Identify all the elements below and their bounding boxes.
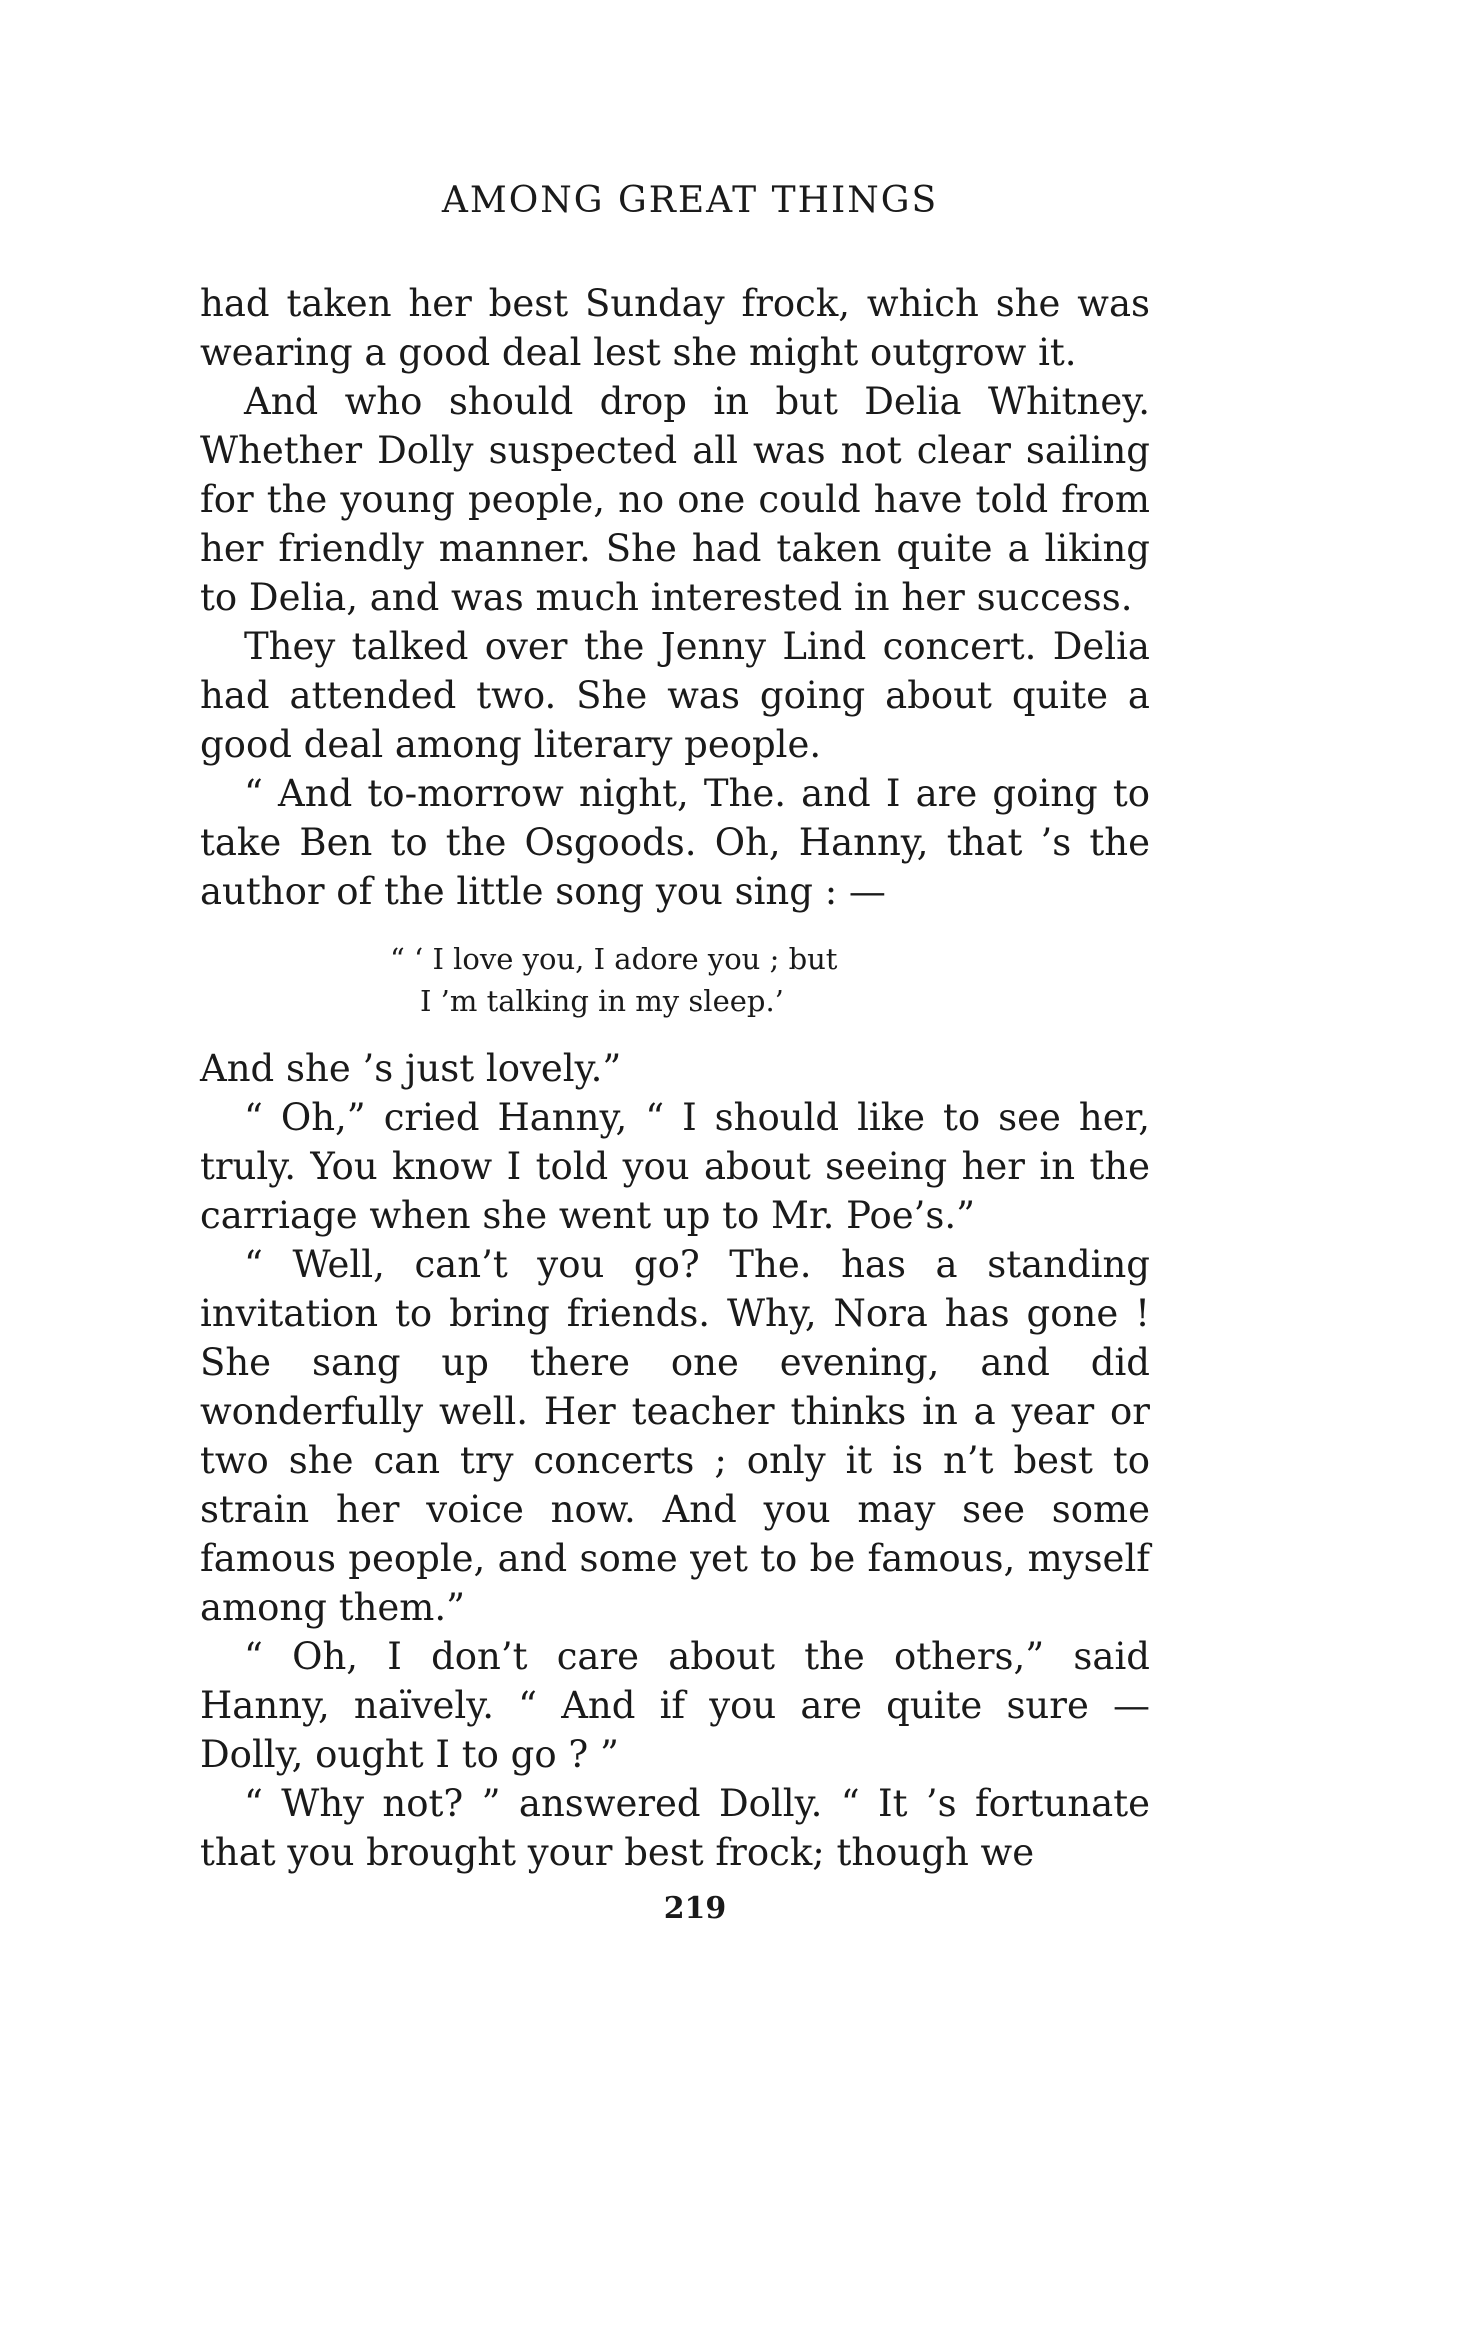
paragraph: “ Why not? ” answered Dolly. “ It ’s fortunate that you brought your best frock; though we	[200, 1782, 1150, 1874]
paragraph: And who should drop in but Delia Whitney. Whether Dolly suspected all was not clear sailing for the young people, no one could have told from her friendly manner. She had taken quite a liking to Delia, and was much interested in her success.	[200, 380, 1150, 619]
paragraph: “ Well, can’t you go? The. has a standing invitation to bring friends. Why, Nora has gone ! She sang up there one evening, and did wonderfully well. Her teacher thinks in a year or two she can try concerts ; only it is n’t best to strain her voice now. And you may see some famous people, and some yet to be famous, myself among them.”	[200, 1243, 1150, 1629]
verse-quotation	[390, 938, 1150, 1022]
paragraph-continuation: And she ’s just lovely.”	[200, 1047, 622, 1090]
paragraph: “ Oh,” cried Hanny, “ I should like to see her, truly. You know I told you about seeing her in the carriage when she went up to Mr. Poe’s.”	[200, 1096, 1150, 1237]
running-head: AMONG GREAT THINGS	[441, 180, 939, 221]
paragraph: “ Oh, I don’t care about the others,” said Hanny, naïvely. “ And if you are quite sure — Dolly, ought I to go ? ”	[200, 1635, 1150, 1776]
body-text	[200, 1044, 1150, 1877]
verse-line: “ ‘ I love you, I adore you ; but	[390, 942, 838, 976]
paragraph: “ And to-morrow night, The. and I are going to take Ben to the Osgoods. Oh, Hanny, that ’s the author of the little song you sing : —	[200, 772, 1150, 913]
verse-line: I ’m talking in my sleep.’	[420, 984, 784, 1018]
page-number: 219	[663, 1891, 727, 1926]
body-text	[200, 279, 1150, 916]
book-page	[200, 180, 1150, 1926]
paragraph-continuation: had taken her best Sunday frock, which she was wearing a good deal lest she might outgrow it.	[200, 282, 1150, 374]
paragraph: They talked over the Jenny Lind concert. Delia had attended two. She was going about quite a good deal among literary people.	[200, 625, 1150, 766]
